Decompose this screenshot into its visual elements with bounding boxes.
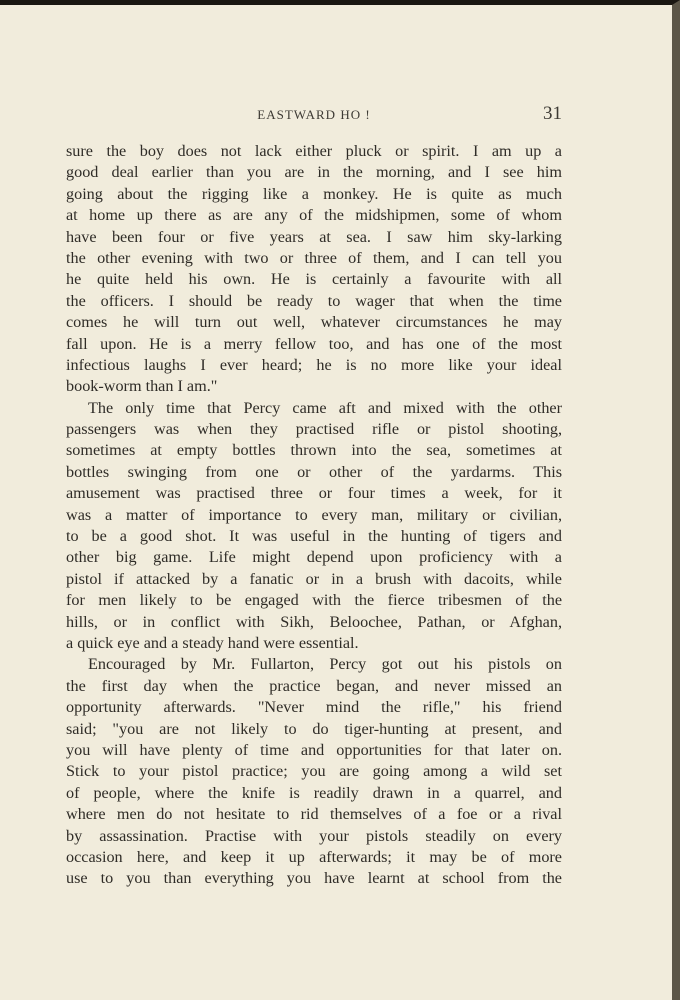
text-line: sometimes at empty bottles thrown into the sea, sometimes at: [66, 441, 562, 460]
text-line: have been four or five years at sea. I saw him sky-larking: [66, 227, 562, 246]
text-line: he quite held his own. He is certainly a favourite with all: [66, 270, 562, 289]
text-line: sure the boy does not lack either pluck or spirit. I am up a: [66, 142, 562, 160]
text-line: good deal earlier than you are in the morning, and I see him: [66, 163, 562, 182]
text-line: fall upon. He is a merry fellow too, and has one of the most: [66, 334, 562, 353]
text-line: the first day when the practice began, and never missed an: [66, 676, 562, 695]
text-line: use to you than everything you have learnt at school from the: [66, 869, 562, 888]
text-line: where men do not hesitate to rid themselves of a foe or a rival: [66, 805, 562, 824]
text-line: opportunity afterwards. "Never mind the rifle," his friend: [66, 698, 562, 717]
text-line: infectious laughs I ever heard; he is no more like your ideal: [66, 355, 562, 374]
text-line: of people, where the knife is readily drawn in a quarrel, and: [66, 783, 562, 802]
text-line: to be a good shot. It was useful in the hunting of tigers and: [66, 527, 562, 546]
paragraph-end-line: a quick eye and a steady hand were essential.: [66, 633, 359, 652]
text-line: said; "you are not likely to do tiger-hunting at present, and: [66, 719, 562, 738]
text-line: bottles swinging from one or other of the yardarms. This: [66, 462, 562, 481]
text-line: comes he will turn out well, whatever circumstances he may: [66, 313, 562, 332]
text-line: other big game. Life might depend upon proficiency with a: [66, 548, 562, 567]
paragraph-start-line: The only time that Percy came aft and mixed with the other: [88, 398, 562, 417]
paragraph-start-line: Encouraged by Mr. Fullarton, Percy got out his pistols on: [88, 655, 562, 674]
text-line: you will have plenty of time and opportunities for that later on.: [66, 740, 562, 759]
text-line: the officers. I should be ready to wager that when the time: [66, 291, 562, 310]
paragraph-end-line: book-worm than I am.": [66, 377, 218, 396]
text-line: by assassination. Practise with your pistols steadily on every: [66, 826, 562, 845]
text-line: Stick to your pistol practice; you are going among a wild set: [66, 762, 562, 781]
text-line: hills, or in conflict with Sikh, Beloochee, Pathan, or Afghan,: [66, 612, 562, 631]
page-number: 31: [543, 103, 562, 124]
text-line: pistol if attacked by a fanatic or in a brush with dacoits, while: [66, 569, 562, 588]
text-line: for men likely to be engaged with the fierce tribesmen of the: [66, 591, 562, 610]
text-line: was a matter of importance to every man, military or civilian,: [66, 505, 562, 524]
text-line: going about the rigging like a monkey. He is quite as much: [66, 184, 562, 203]
running-head: EASTWARD HO !: [257, 107, 371, 122]
body-text: [66, 141, 562, 890]
text-line: passengers was when they practised rifle or pistol shooting,: [66, 420, 562, 439]
page-header: [66, 103, 562, 125]
text-line: occasion here, and keep it up afterwards; it may be of more: [66, 847, 562, 866]
text-line: the other evening with two or three of them, and I can tell you: [66, 248, 562, 267]
text-line: amusement was practised three or four times a week, for it: [66, 484, 562, 503]
text-line: at home up there as are any of the midshipmen, some of whom: [66, 206, 562, 225]
